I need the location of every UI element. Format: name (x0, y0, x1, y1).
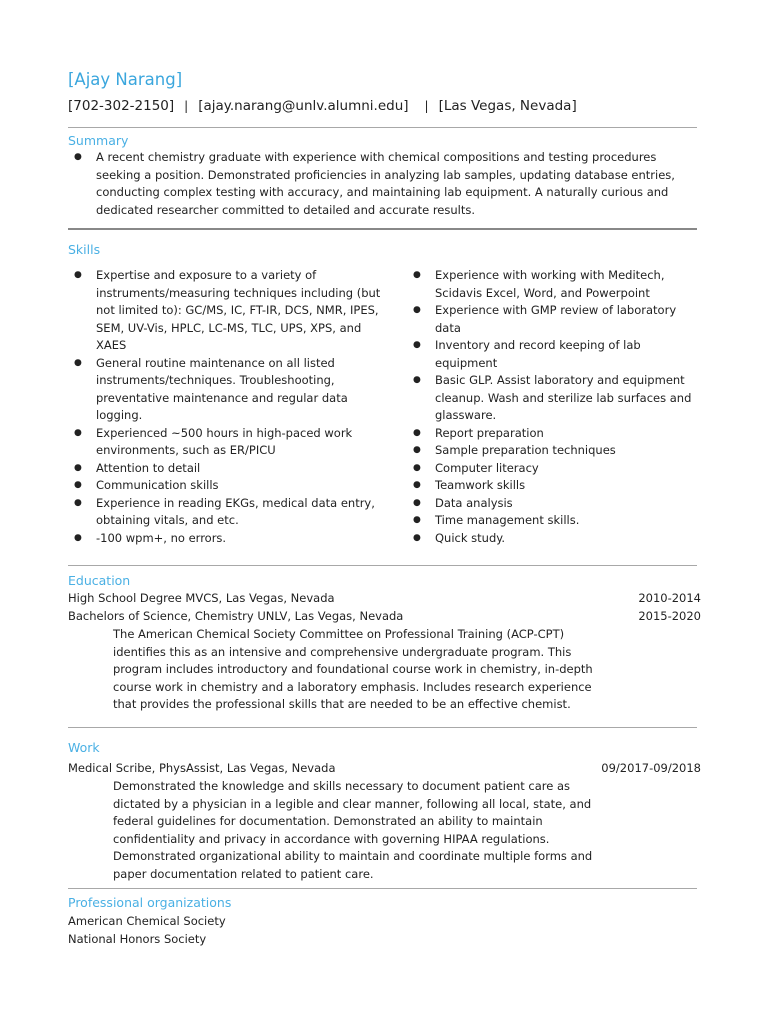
entry-description: Demonstrated the knowledge and skills necessary to document patient care as dictated by a physician in a legible and clear manner, following all local, state, and federal guidelines for documentation. Demonstrated an ability to maintain confidentiality and privacy in accordance with governing HIPAA regulations. Demonstrated organizational ability to maintain and coordinate multiple forms and paper documentation related to patient care. (113, 779, 593, 881)
skills-heading: Skills (68, 242, 101, 257)
location: [Las Vegas, Nevada] (438, 98, 577, 114)
summary-list (68, 149, 704, 219)
bullet-icon: ● (413, 270, 421, 280)
bullet-icon: ● (413, 480, 421, 490)
bullet-icon: ● (74, 497, 82, 508)
skill-item (68, 267, 386, 355)
skill-text: Experience with working with Meditech, Scidavis Excel, Word, and Powerpoint (435, 268, 665, 300)
candidate-name: [Ajay Narang] (68, 70, 183, 89)
skill-item (407, 495, 697, 513)
skill-text: Report preparation (435, 425, 544, 440)
skill-item (407, 425, 697, 443)
skill-item (68, 460, 386, 478)
education-heading: Education (68, 573, 131, 588)
separator: | (184, 99, 189, 113)
organization-item: American Chemical Society (68, 914, 226, 928)
bullet-icon: ● (74, 427, 82, 438)
divider (68, 888, 697, 889)
skill-text: Experience with GMP review of laboratory data (435, 303, 677, 335)
list-item: ● A recent chemistry graduate with experience with chemical compositions and testing procedures seeking a position. Demonstrated proficiencies in analyzing lab samples, updating database entries, conducting complex testing with accuracy, and maintaining lab equipment. A naturally curious and dedicated researcher committed to detailed and accurate results. (74, 150, 675, 217)
divider (68, 127, 697, 128)
skills-list-right (407, 267, 697, 547)
bullet-icon: ● (413, 305, 421, 315)
divider (68, 565, 697, 566)
entry-description: The American Chemical Society Committee on Professional Training (ACP-CPT) identifies this as an intensive and comprehensive undergraduate program. This program includes introductory and foundational course work in chemistry, in-depth course work in chemistry and a laboratory emphasis. Includes research experience that provides the professional skills that are needed to be an effective chemist. (113, 627, 593, 711)
bullet-icon: ● (74, 532, 82, 543)
organizations-heading: Professional organizations (68, 895, 232, 910)
bullet-icon: ● (413, 515, 421, 525)
skill-item (68, 495, 386, 530)
skill-text: Expertise and exposure to a variety of instruments/measuring techniques including (but not limited to): GC/MS, IC, FT-IR, DCS, NMR, IPES, SEM, UV-Vis, HPLC, LC-MS, TLC, UPS, XPS, and XAES (96, 268, 381, 352)
organization-item: National Honors Society (68, 932, 207, 946)
bullet-icon: ● (74, 480, 82, 490)
bullet-icon: ● (413, 340, 421, 350)
contact-line (68, 98, 577, 114)
skill-item (68, 425, 386, 460)
skill-text: Time management skills. (435, 513, 580, 527)
skill-text: Experience in reading EKGs, medical data entry, obtaining vitals, and etc. (96, 495, 375, 527)
skill-item (407, 530, 697, 548)
skill-item (407, 477, 697, 495)
skills-list-left (68, 267, 386, 547)
skill-text: -100 wpm+, no errors. (96, 530, 227, 545)
bullet-icon: ● (413, 497, 421, 508)
entry-title: Bachelors of Science, Chemistry UNLV, Las Vegas, Nevada (68, 609, 404, 623)
entry-title: High School Degree MVCS, Las Vegas, Nevada (68, 591, 335, 605)
bullet-icon: ● (413, 427, 421, 438)
divider (68, 727, 697, 728)
skill-text: General routine maintenance on all listed instruments/techniques. Troubleshooting, preventative maintenance and regular data logging. (96, 355, 348, 422)
skill-text: Experienced ~500 hours in high-paced work environments, such as ER/PICU (96, 425, 353, 457)
entry-dates: 09/2017-09/2018 (601, 761, 701, 775)
skill-item (407, 460, 697, 478)
skill-item (407, 442, 697, 460)
divider (68, 228, 697, 230)
skill-item (407, 372, 697, 425)
summary-heading: Summary (68, 133, 129, 148)
skill-item (68, 477, 386, 495)
bullet-icon: ● (74, 357, 82, 368)
bullet-icon: ● (74, 462, 82, 473)
entry-title: Medical Scribe, PhysAssist, Las Vegas, Nevada (68, 761, 336, 775)
skill-text: Data analysis (435, 495, 513, 510)
skill-text: Attention to detail (96, 460, 201, 475)
skill-text: Basic GLP. Assist laboratory and equipment cleanup. Wash and sterilize lab surfaces and glassware. (435, 373, 692, 422)
work-heading: Work (68, 740, 100, 755)
bullet-icon: ● (74, 270, 82, 280)
bullet-icon: ● (413, 445, 421, 455)
bullet-icon: ● (413, 462, 421, 473)
skill-text: Computer literacy (435, 460, 539, 475)
skill-text: Communication skills (96, 478, 219, 492)
skill-item (407, 302, 697, 337)
entry-dates: 2015-2020 (638, 609, 701, 623)
email-address: [ajay.narang@unlv.alumni.edu] (198, 98, 409, 114)
skill-text: Quick study. (435, 530, 506, 545)
bullet-icon: ● (413, 532, 421, 543)
skill-item (407, 512, 697, 530)
skill-item (407, 267, 697, 302)
bullet-icon: ● (74, 152, 82, 162)
skill-text: Teamwork skills (435, 478, 526, 492)
skill-text: Sample preparation techniques (435, 443, 616, 457)
phone-number: [702-302-2150] (68, 98, 175, 114)
skill-text: Inventory and record keeping of lab equipment (435, 338, 641, 370)
skill-item (68, 530, 386, 548)
skill-item (68, 355, 386, 425)
bullet-icon: ● (413, 375, 421, 385)
skill-item (407, 337, 697, 372)
entry-dates: 2010-2014 (638, 591, 701, 605)
separator: | (424, 99, 429, 113)
